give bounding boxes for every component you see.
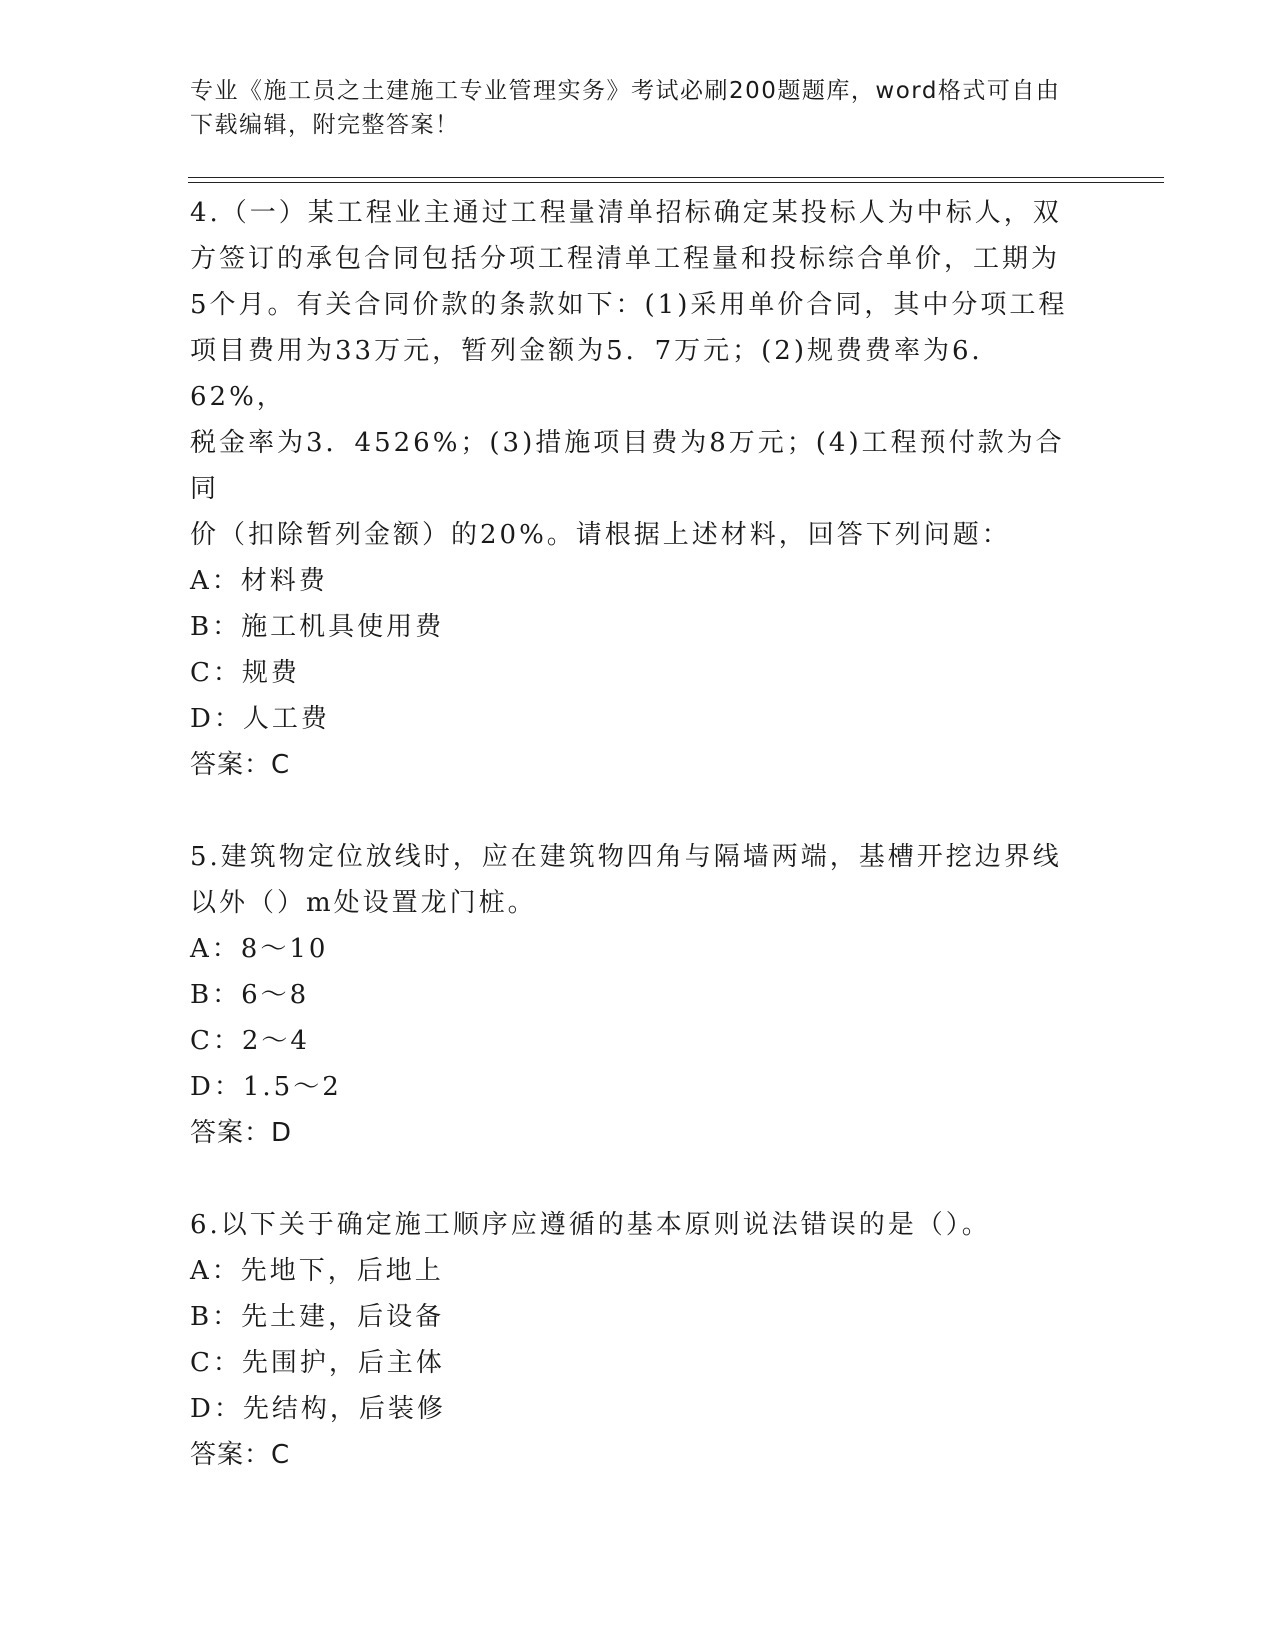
question-6 (190, 1202, 1090, 1478)
header-rule-bottom (188, 182, 1164, 183)
option-b: B：6～8 (190, 980, 310, 1010)
stem-line: 税金率为3．4526%；(3)措施项目费为8万元；(4)工程预付款为合同 (190, 428, 1065, 504)
stem-line: 5个月。有关合同价款的条款如下：(1)采用单价合同，其中分项工程 (190, 290, 1068, 320)
option-d: D：1.5～2 (190, 1072, 342, 1102)
header-line-1: 专业《施工员之土建施工专业管理实务》考试必刷200题题库，word格式可自由 (190, 78, 1061, 104)
question-5 (190, 834, 1090, 1156)
question-stem (190, 190, 1090, 558)
stem-line: 6.以下关于确定施工顺序应遵循的基本原则说法错误的是（）。 (190, 1210, 991, 1240)
question-stem (190, 834, 1090, 926)
answer-line: 答案：C (190, 1440, 291, 1470)
option-d: D：人工费 (190, 704, 330, 734)
document-header (190, 74, 1090, 142)
stem-line: 5.建筑物定位放线时，应在建筑物四角与隔墙两端，基槽开挖边界线 (190, 842, 1062, 872)
stem-line: 价（扣除暂列金额）的20%。请根据上述材料，回答下列问题： (190, 520, 1011, 550)
option-d: D：先结构，后装修 (190, 1394, 446, 1424)
question-spacer (190, 788, 1090, 834)
option-c: C：规费 (190, 658, 300, 688)
stem-line: 方签订的承包合同包括分项工程清单工程量和投标综合单价，工期为 (190, 244, 1061, 274)
option-a: A：先地下，后地上 (190, 1256, 444, 1286)
option-b: B：先土建，后设备 (190, 1302, 445, 1332)
header-rule-top (188, 177, 1164, 178)
question-4 (190, 190, 1090, 788)
option-a: A：材料费 (190, 566, 328, 596)
header-line-2: 下载编辑，附完整答案！ (190, 112, 460, 138)
option-c: C：先围护，后主体 (190, 1348, 445, 1378)
answer-line: 答案：D (190, 1118, 293, 1148)
answer-line: 答案：C (190, 750, 291, 780)
stem-line: 以外（）m处设置龙门桩。 (190, 888, 537, 918)
option-b: B：施工机具使用费 (190, 612, 445, 642)
option-a: A：8～10 (190, 934, 329, 964)
stem-line: 项目费用为33万元，暂列金额为5．7万元；(2)规费费率为6．62%， (190, 336, 1001, 412)
question-spacer (190, 1156, 1090, 1202)
option-c: C：2～4 (190, 1026, 310, 1056)
stem-line: 4.（一）某工程业主通过工程量清单招标确定某投标人为中标人，双 (190, 198, 1062, 228)
question-stem (190, 1202, 1090, 1248)
question-list (190, 190, 1090, 1478)
